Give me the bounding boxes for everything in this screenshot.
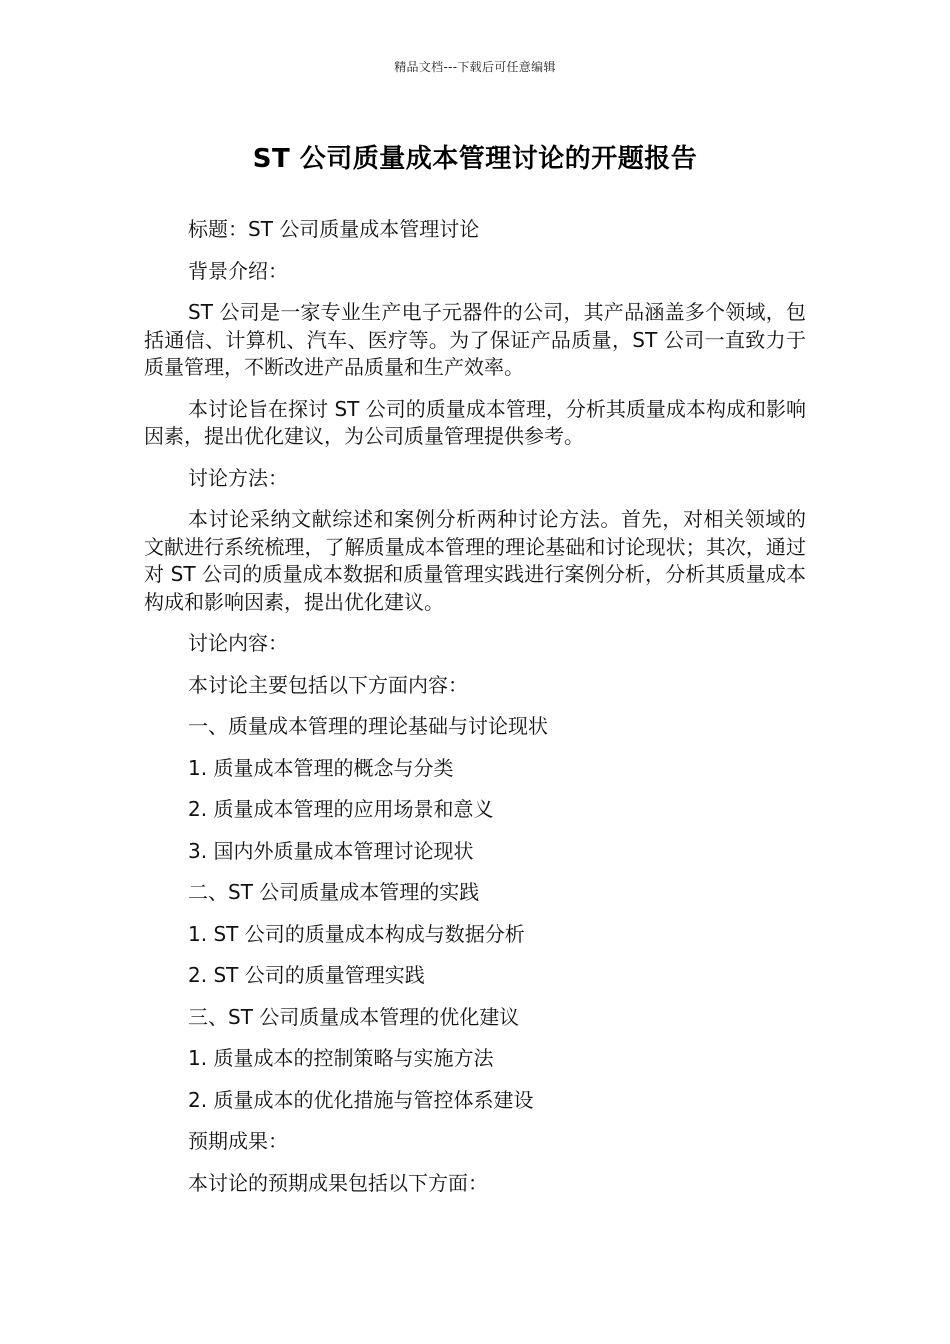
body-line: 1. 质量成本管理的概念与分类 [188, 755, 454, 780]
body-line: 讨论内容： [188, 631, 288, 655]
body-paragraph: 本讨论旨在探讨 ST 公司的质量成本管理，分析其质量成本构成和影响因素，提出优化建议，为公司质量管理提供参考。 [144, 396, 806, 448]
body-line: 1. ST 公司的质量成本构成与数据分析 [188, 921, 525, 946]
body-line: 本讨论的预期成果包括以下方面： [188, 1170, 488, 1195]
body-line: 3. 国内外质量成本管理讨论现状 [188, 838, 474, 863]
body-line: 2. 质量成本的优化措施与管控体系建设 [188, 1087, 534, 1112]
body-line: 讨论方法： [188, 465, 288, 490]
body-line: 标题：ST 公司质量成本管理讨论 [188, 217, 480, 241]
body-line: 预期成果： [188, 1129, 288, 1153]
document-body [144, 216, 806, 1211]
header-note: 精品文档---下载后可任意编辑 [394, 60, 556, 74]
body-line: 三、ST 公司质量成本管理的优化建议 [188, 1004, 520, 1029]
body-line: 1. 质量成本的控制策略与实施方法 [188, 1046, 494, 1070]
body-line: 背景介绍： [188, 258, 288, 283]
body-line: 2. 质量成本管理的应用场景和意义 [188, 797, 494, 821]
body-line: 2. ST 公司的质量管理实践 [188, 963, 425, 987]
body-paragraph: ST 公司是一家专业生产电子元器件的公司，其产品涵盖多个领域，包括通信、计算机、汽车、医疗等。为了保证产品质量，ST 公司一直致力于质量管理，不断改进产品质量和生产效率。 [144, 300, 806, 379]
body-line: 二、ST 公司质量成本管理的实践 [188, 880, 480, 904]
document-title: ST 公司质量成本管理讨论的开题报告 [252, 144, 698, 174]
body-line: 一、质量成本管理的理论基础与讨论现状 [188, 714, 548, 738]
body-line: 本讨论主要包括以下方面内容： [188, 672, 468, 697]
body-paragraph: 本讨论采纳文献综述和案例分析两种讨论方法。首先，对相关领域的文献进行系统梳理，了解质量成本管理的理论基础和讨论现状；其次，通过对 ST 公司的质量成本数据和质量管理实践进行案例分析，分析其质量成本构成和影响因素，提出优化建议。 [144, 507, 806, 614]
